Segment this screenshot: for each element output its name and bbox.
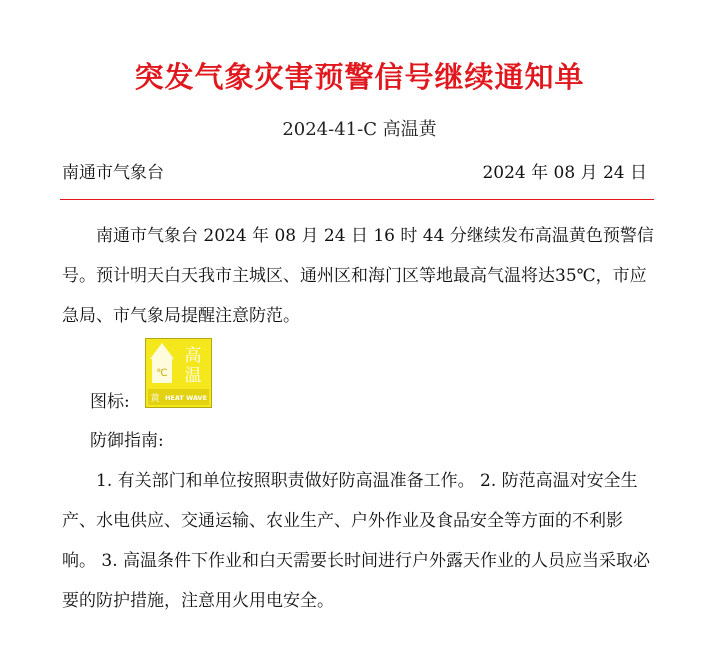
divider-line (60, 199, 654, 200)
notice-code: 2024-41-C 高温黄 (282, 119, 437, 140)
issue-date: 2024 年 08 月 24 日 (482, 163, 647, 183)
notice-body: 南通市气象台 2024 年 08 月 24 日 16 时 44 分继续发布高温黄色预警信号。预计明天白天我市主城区、通州区和海门区等地最高气温将达35℃，市应急局、市气象局提醒注意防范。 (62, 226, 654, 326)
high-temperature-yellow-warning-icon (145, 338, 212, 408)
guide-title: 防御指南: (90, 431, 164, 451)
warning-icon-main-char-2: 温 (184, 366, 202, 386)
notice-title: 突发气象灾害预警信号继续通知单 (134, 60, 585, 94)
celsius-icon: ℃ (156, 368, 168, 379)
icon-label: 图标: (90, 392, 130, 412)
warning-icon-english: HEAT WAVE (164, 394, 208, 402)
issuer: 南通市气象台 (62, 163, 164, 183)
guide-text: 1. 有关部门和单位按照职责做好防高温准备工作。 2. 防范高温对安全生产、水电供应、交通运输、农业生产、户外作业及食品安全等方面的不利影响。 3. 高温条件下作业和白天需要长时间进行户外露天作业的人员应当采取必要的防护措施，注意用火用电安全。 (62, 471, 651, 611)
warning-icon-small-char: 黄 (150, 394, 160, 404)
warning-icon-main-char-1: 高 (184, 346, 202, 366)
